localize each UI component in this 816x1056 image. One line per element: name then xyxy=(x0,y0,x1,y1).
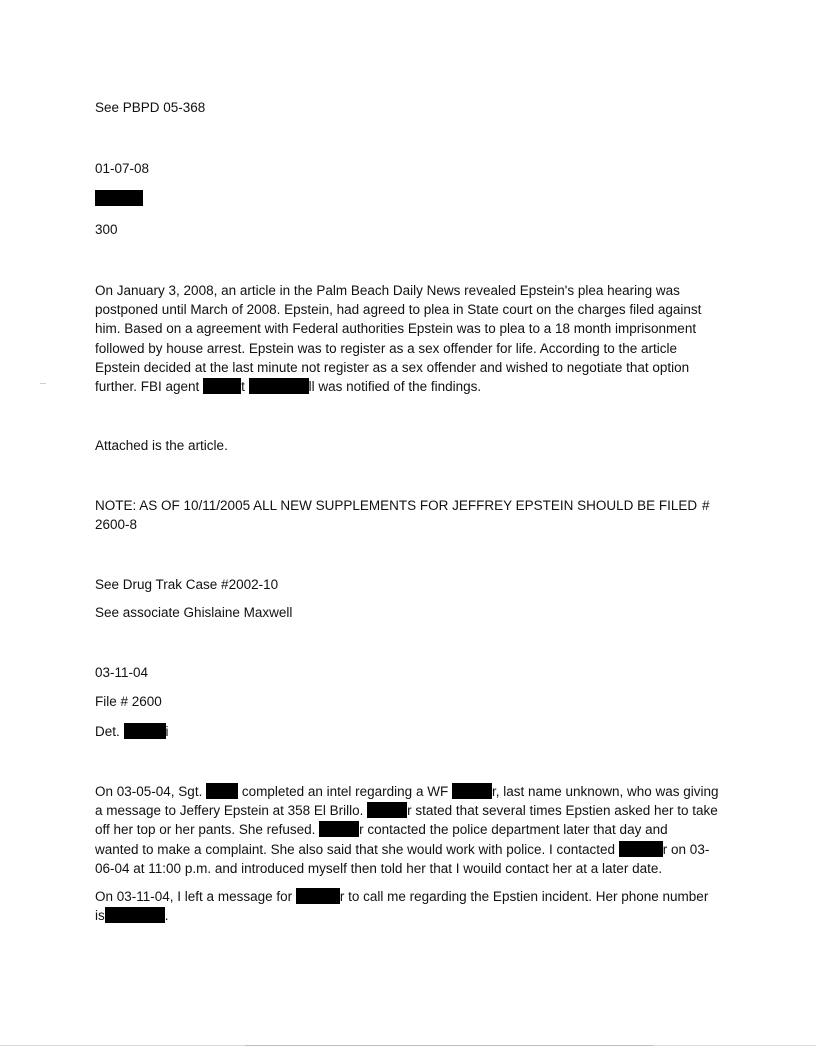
redaction-bar xyxy=(95,190,143,206)
text-segment: completed an intel regarding a WF xyxy=(238,784,452,799)
text-segment: On 03-05-04, Sgt. xyxy=(95,784,207,799)
paragraph-line xyxy=(95,906,735,925)
redaction-bar xyxy=(249,378,309,394)
redaction-bar xyxy=(452,783,492,799)
paragraph-line xyxy=(95,801,735,820)
report-code: 300 xyxy=(95,222,118,237)
text-segment: r on 03- xyxy=(662,841,710,857)
text-segment: further. FBI agent xyxy=(95,379,204,395)
paragraph-line: On January 3, 2008, an article in the Palm Beach Daily News revealed Epstein's plea hearing was xyxy=(95,283,680,298)
text-segment: off her top or her pants. She refused. xyxy=(95,822,320,838)
article-paragraph xyxy=(95,281,735,396)
text-segment: r to call me regarding the Epstien incident. Her phone number xyxy=(339,889,709,904)
text-segment: r, last name unknown, who was giving xyxy=(491,784,719,799)
paragraph-line: him. Based on a agreement with Federal authorities Epstein was to plea to a 18 month imprisonment xyxy=(95,321,697,337)
redacted-name-block xyxy=(95,189,143,208)
redaction-bar xyxy=(319,821,359,837)
redaction-bar xyxy=(206,783,238,799)
text-segment: i xyxy=(165,724,169,739)
redaction-bar xyxy=(124,723,166,739)
note-file-number: 2600-8 xyxy=(95,517,138,532)
paragraph-line xyxy=(95,840,735,859)
note-hash: # xyxy=(702,498,710,513)
report2-file: File # 2600 xyxy=(95,694,162,709)
text-segment: r contacted the police department later that day and xyxy=(359,822,668,838)
text-segment: wanted to make a complaint. She also said that she would work with police. I contacted xyxy=(95,841,619,857)
paragraph-line xyxy=(95,377,735,396)
text-segment: r stated that several times Epstien asked her to take xyxy=(407,803,718,819)
text-segment: . xyxy=(164,908,169,924)
report-date: 01-07-08 xyxy=(95,161,150,176)
detective-line xyxy=(95,722,169,741)
scan-margin-mark xyxy=(40,383,46,384)
scan-bottom-edge xyxy=(0,1045,816,1046)
paragraph-line xyxy=(95,782,735,801)
text-segment: t xyxy=(241,379,249,395)
redaction-bar xyxy=(296,888,340,904)
redaction-bar xyxy=(105,907,165,923)
intel-paragraph xyxy=(95,782,735,878)
paragraph-line: Epstein decided at the last minute not register as a sex offender and wished to negotiate that option xyxy=(95,359,690,375)
text-segment: a message to Jeffery Epstein at 358 El Brillo. xyxy=(95,803,368,819)
drug-trak-reference: See Drug Trak Case #2002-10 xyxy=(95,577,279,592)
paragraph-line: 06-04 at 11:00 p.m. and introduced myself then told her that I wouild contact her at a later date. xyxy=(95,860,663,876)
text-segment: is xyxy=(95,908,105,924)
redaction-bar xyxy=(203,378,241,394)
note-line: NOTE: AS OF 10/11/2005 ALL NEW SUPPLEMENTS FOR JEFFREY EPSTEIN SHOULD BE FILED xyxy=(95,498,698,513)
paragraph-line: followed by house arrest. Epstein was to register as a sex offender for life. According to the article xyxy=(95,340,678,356)
redaction-bar xyxy=(367,802,407,818)
associate-reference: See associate Ghislaine Maxwell xyxy=(95,605,293,620)
paragraph-line xyxy=(95,887,735,906)
text-segment: Det. xyxy=(95,724,124,739)
attached-note: Attached is the article. xyxy=(95,438,228,453)
redaction-bar xyxy=(619,841,663,857)
report2-date: 03-11-04 xyxy=(95,665,149,680)
paragraph-line: postponed until March of 2008. Epstein, had agreed to plea in State court on the charges filed against xyxy=(95,302,702,318)
text-segment: ll was notified of the findings. xyxy=(308,379,482,395)
message-paragraph xyxy=(95,887,735,925)
see-pbpd-reference: See PBPD 05-368 xyxy=(95,100,206,115)
paragraph-line xyxy=(95,820,735,839)
text-segment: On 03-11-04, I left a message for xyxy=(95,889,296,904)
